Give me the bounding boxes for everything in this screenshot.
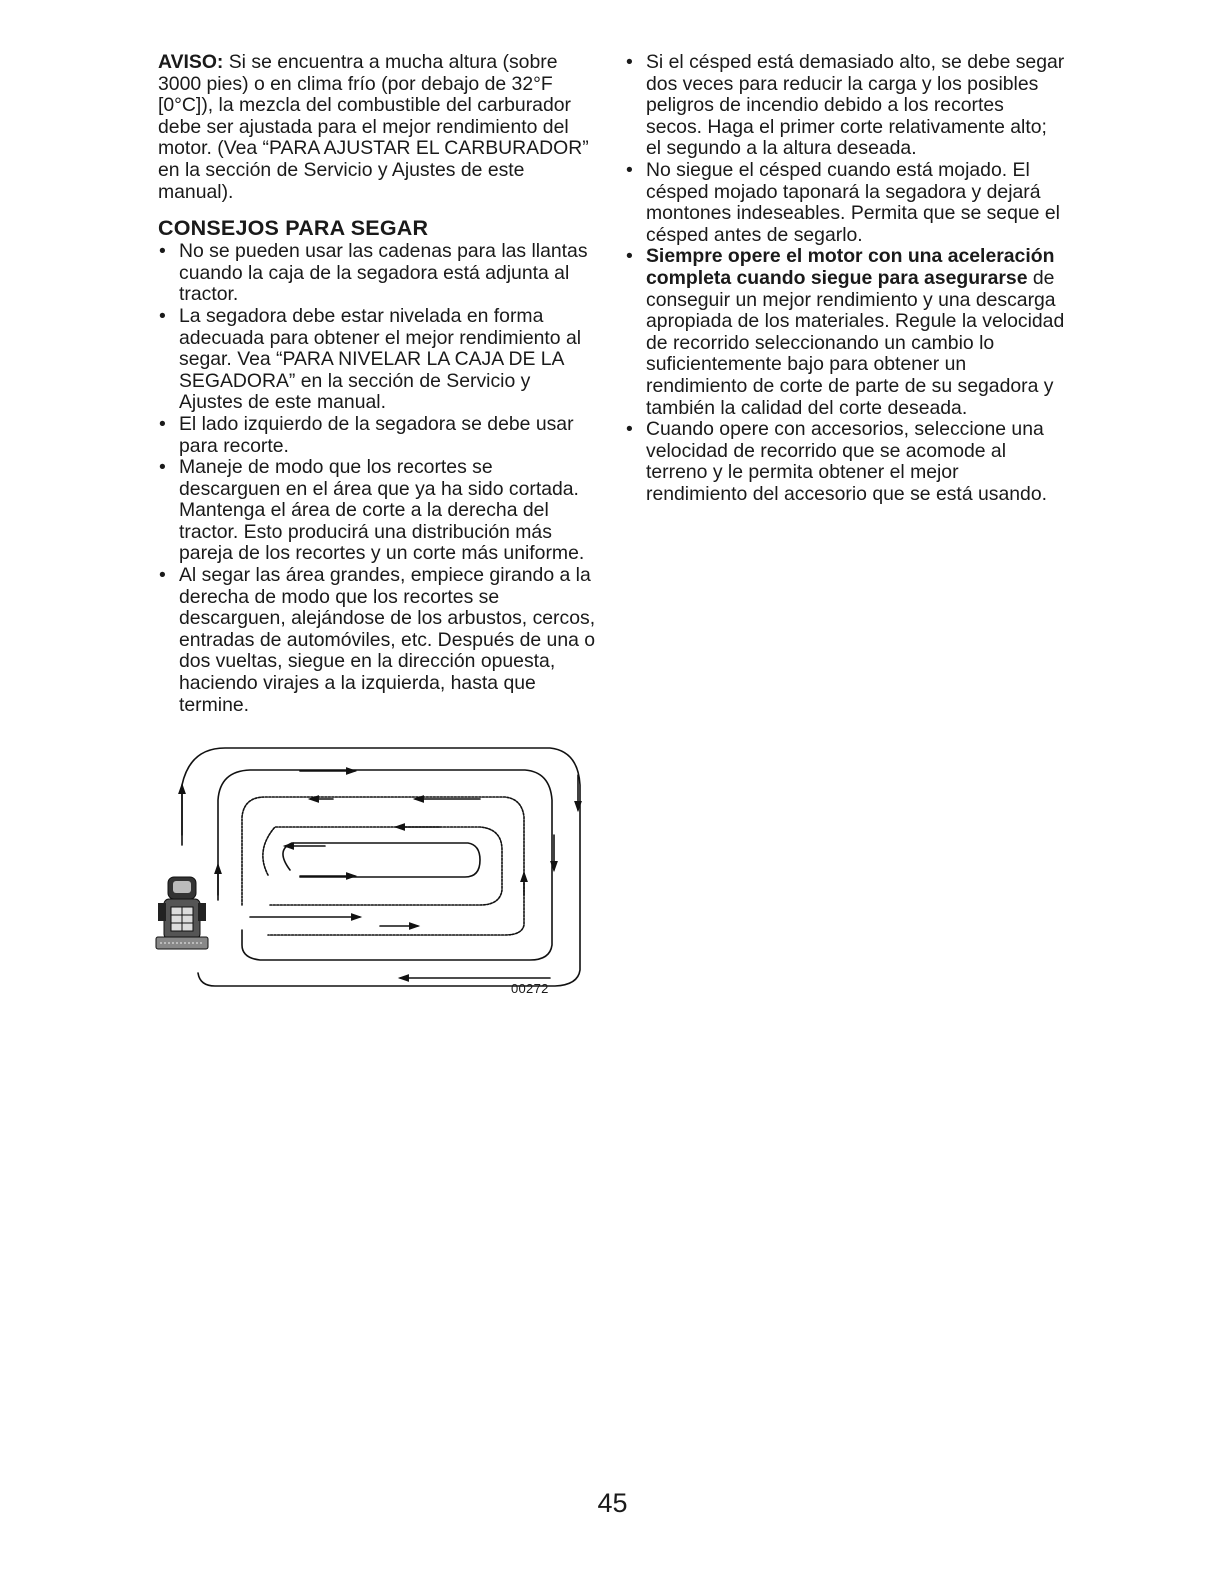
mowing-pattern-diagram	[150, 745, 590, 1000]
section-heading: CONSEJOS PARA SEGAR	[158, 216, 429, 241]
bullet-icon: •	[159, 564, 166, 587]
aviso-paragraph	[158, 52, 598, 203]
list-item: • El lado izquierdo de la segadora se debe usar para recorte.	[159, 412, 574, 457]
list-item: • Maneje de modo que los recortes se descarguen en el área que ya ha sido cortada. Mantenga el área de corte a la derecha del tractor. Esto producirá una distribución más pareja de los recortes y un corte más uniforme.	[159, 456, 585, 565]
bullet-icon: •	[159, 304, 166, 327]
list-item: • No se pueden usar las cadenas para las llantas cuando la caja de la segadora está adjunta al tractor.	[159, 240, 588, 306]
aviso-label: AVISO:	[158, 51, 224, 73]
tractor-icon	[156, 877, 208, 949]
bullet-icon: •	[159, 412, 166, 435]
list-item: • Cuando opere con accesorios, seleccione una velocidad de recorrido que se acomode al terreno y le permita obtener el mejor rendimiento del accesorio que se está usando.	[626, 418, 1047, 505]
mowing-tips-list-continued	[625, 52, 1065, 505]
bullet-icon: •	[159, 456, 166, 479]
page-number: 45	[597, 1488, 628, 1518]
left-column	[158, 52, 598, 716]
bullet-icon: •	[626, 51, 633, 73]
bullet-icon: •	[626, 158, 633, 181]
mowing-tips-list	[158, 241, 598, 716]
list-item: • Al segar las área grandes, empiece girando a la derecha de modo que los recortes se descarguen, alejándose de los arbustos, cercos, entradas de automóviles, etc. Después de una o dos vueltas, siegue en la dirección opuesta, haciendo virajes a la izquierda, hasta que termine.	[159, 564, 596, 716]
diagram-code: 00272	[511, 981, 549, 996]
list-item: • La segadora debe estar nivelada en forma adecuada para obtener el mejor rendimiento al segar. Vea “PARA NIVELAR LA CAJA DE LA SEGADORA” en la sección de Servicio y Ajustes de este manual.	[159, 304, 582, 414]
list-item: • No siegue el césped cuando está mojado. El césped mojado taponará la segadora y dejará montones indeseables. Permita que se seque el césped antes de segarlo.	[626, 158, 1060, 246]
bullet-icon: •	[626, 245, 633, 268]
right-column	[625, 52, 1065, 505]
bullet-icon: •	[626, 418, 633, 441]
third-path	[242, 797, 524, 935]
list-item: • Si el césped está demasiado alto, se debe segar dos veces para reducir la carga y los posibles peligros de incendio debido a los recortes secos. Haga el primer corte relativamente alto; el segundo a la altura deseada.	[626, 51, 1065, 160]
innermost-path	[283, 843, 480, 877]
inner-path	[263, 827, 502, 905]
list-item: • Siempre opere el motor con una aceleración completa cuando siegue para asegurarse de conseguir un mejor rendimiento y una descarga apropiada de los materiales. Regule la velocidad de recorrido seleccionando un cambio lo suficientemente bajo para obtener un rendimiento de corte de parte de su segadora y también la calidad del corte deseada.	[626, 245, 1065, 419]
aviso-text: Si se encuentra a mucha altura (sobre 3000 pies) o en clima frío (por debajo de 32°F [0°C]), la mezcla del combustible del carburador debe ser ajustada para el mejor rendimiento del motor. (Vea “PARA AJUSTAR EL CARBURADOR” en la sección de Servicio y Ajustes de este manual).	[158, 51, 589, 203]
bullet-icon: •	[159, 240, 166, 263]
